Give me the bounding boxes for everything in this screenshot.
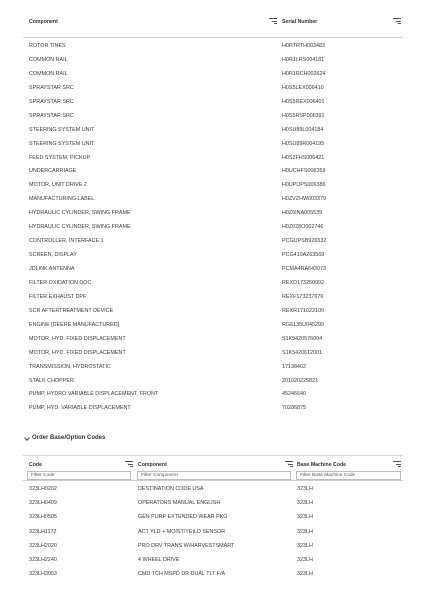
component-cell: FEED SYSTEM, PICKUP <box>29 154 91 161</box>
serial-number-cell: H0RTRTH003483 <box>282 43 325 49</box>
component-cell: HYDRAULIC CYLINDER, SWING FRAME <box>29 224 131 231</box>
filter-component-input[interactable]: Filter Component <box>137 471 291 480</box>
code-cell: 323LH2240 <box>29 556 57 563</box>
order-codes-table-body <box>23 482 403 581</box>
table-row <box>23 164 403 178</box>
table-row <box>23 53 403 67</box>
table-row <box>23 387 403 401</box>
component-cell: MOTOR, HYD. FIXED DISPLACEMENT <box>29 335 126 342</box>
base-machine-code-cell: 323LH <box>297 556 313 563</box>
component-cell: COMMON RAIL <box>29 70 68 77</box>
base-machine-code-cell: 323LH <box>297 542 313 549</box>
components-table-header <box>23 10 403 38</box>
components-table <box>23 10 403 412</box>
component-cell: CONTROLLER, INTERFACE 1 <box>29 238 104 245</box>
serial-number-cell: 17138402 <box>282 363 306 370</box>
component-cell: FILTER OXIDATION DOC <box>29 279 92 286</box>
table-row <box>23 220 403 234</box>
component-cell: 4 WHEEL DRIVE <box>138 556 180 563</box>
component-cell: SCR AFTERTREATMENT DEVICE <box>29 307 114 314</box>
table-row <box>23 401 403 415</box>
table-row <box>23 192 403 206</box>
component-cell: OPERATORS MANUAL ENGLISH <box>138 500 221 507</box>
serial-number-cell: H0S5LEX006410 <box>282 84 324 91</box>
serial-number-cell: S1K5420612001 <box>282 349 323 356</box>
serial-number-cell: PCG410A263569 <box>282 252 325 259</box>
table-row <box>23 39 403 53</box>
table-row <box>23 206 403 220</box>
serial-number-cell: 45246640 <box>282 391 306 398</box>
component-cell: MANUFACTURING LABEL <box>29 196 95 203</box>
serial-number-cell: H0UPUPS006386 <box>282 182 326 189</box>
serial-number-cell: 201020225821 <box>282 377 318 384</box>
serial-number-cell: S1K5420576004 <box>282 335 323 342</box>
code-cell: 323LH3063 <box>29 571 57 578</box>
code-cell: 323LH0202 <box>29 486 57 492</box>
filter-icon[interactable] <box>125 461 133 467</box>
table-row <box>23 567 403 581</box>
table-row <box>23 109 403 123</box>
table-row <box>23 374 403 388</box>
order-codes-table-header <box>23 456 403 481</box>
serial-number-cell: H0R1LRS004181 <box>282 56 325 63</box>
component-cell: SPRAYSTAR SRC <box>29 112 74 119</box>
table-row <box>23 178 403 192</box>
component-cell: SPRAYSTAR SRC <box>29 84 74 91</box>
chevron-down-icon <box>24 435 30 441</box>
filter-code-input[interactable]: Filter Code <box>27 471 131 480</box>
serial-number-cell: 70286875 <box>282 405 306 412</box>
table-row <box>23 123 403 137</box>
component-cell: DESTINATION CODE USA <box>138 486 204 492</box>
serial-number-cell: REXD173250992 <box>282 279 324 286</box>
component-cell: GEN PURP EXTENDED WEAR PKG <box>138 514 228 521</box>
serial-number-cell: PCGUPSB926532 <box>282 238 327 245</box>
table-row <box>23 539 403 553</box>
table-row <box>23 290 403 304</box>
component-cell: STEERING SYSTEM UNIT <box>29 126 95 133</box>
table-row <box>23 95 403 109</box>
order-codes-table <box>23 455 403 578</box>
table-row <box>23 262 403 276</box>
component-cell: MOTOR, UNIT DRIVE 2 <box>29 182 87 189</box>
serial-number-cell: REXF173237676 <box>282 293 324 300</box>
components-table-body <box>23 39 403 415</box>
column-header-component[interactable]: Component <box>29 19 58 25</box>
table-row <box>23 248 403 262</box>
table-row <box>23 234 403 248</box>
component-cell: CMD TCH MSPD DR DUAL TLT F/A <box>138 571 226 578</box>
component-cell: PUMP, HYD. VARIABLE DISPLACEMENT <box>29 405 131 412</box>
component-cell: HYDRAULIC CYLINDER, SWING FRAME <box>29 210 131 217</box>
component-cell: PRO DRV TRANS W/HARVESTSMART <box>138 542 235 549</box>
serial-number-cell: H0Z6INA005539 <box>282 210 323 217</box>
base-machine-code-cell: 323LH <box>297 528 313 535</box>
component-cell: PUMP, HYDRO VARIABLE DISPLACEMENT, FRONT <box>29 391 159 398</box>
column-header-base-machine-code[interactable]: Base Machine Code <box>297 462 347 468</box>
base-machine-code-cell: 323LH <box>297 514 313 521</box>
component-cell: STEERING SYSTEM UNIT <box>29 140 95 147</box>
table-row <box>23 304 403 318</box>
serial-number-cell: RG6135U045299 <box>282 321 324 328</box>
column-header-component[interactable]: Component <box>138 462 167 468</box>
component-cell: ROTOR TINES <box>29 43 66 49</box>
table-row <box>23 67 403 81</box>
component-cell: ENGINE [DEERE MANUFACTURED] <box>29 321 120 328</box>
table-row <box>23 482 403 496</box>
component-cell: MOTOR, HYD. FIXED DISPLACEMENT <box>29 349 126 356</box>
serial-number-cell: H0SU89L004184 <box>282 126 324 133</box>
base-machine-code-cell: 323LH <box>297 571 313 578</box>
table-row <box>23 525 403 539</box>
section-title: Order Base/Option Codes <box>32 435 106 441</box>
serial-number-cell: H0S5RSP006391 <box>282 112 325 119</box>
serial-number-cell: H0S5REX006401 <box>282 98 325 105</box>
serial-number-cell: H0Z628O002746 <box>282 224 324 231</box>
table-row <box>23 318 403 332</box>
serial-number-cell: H0ZVZHW003379 <box>282 196 327 203</box>
filter-icon[interactable] <box>393 18 401 24</box>
filter-icon[interactable] <box>285 461 293 467</box>
code-cell: 323LH0505 <box>29 514 57 521</box>
base-machine-code-cell: 323LH <box>297 500 313 507</box>
table-row <box>23 151 403 165</box>
serial-number-cell: H0SU89R004195 <box>282 140 325 147</box>
serial-number-cell: H0R1RCH002624 <box>282 70 326 77</box>
table-row <box>23 332 403 346</box>
component-cell: COMMON RAIL <box>29 56 68 63</box>
component-cell: FILTER EXHAUST DPF <box>29 293 87 300</box>
filter-icon[interactable] <box>269 18 277 24</box>
serial-number-cell: H0UCHFS006359 <box>282 168 326 175</box>
filter-icon[interactable] <box>393 461 401 467</box>
column-header-serial-number[interactable]: Serial Number <box>282 19 318 25</box>
base-machine-code-cell: 323LH <box>297 486 313 492</box>
serial-number-cell: PCMA4RA643073 <box>282 266 327 272</box>
component-cell: SCREEN, DISPLAY <box>29 252 77 259</box>
table-row <box>23 137 403 151</box>
component-cell: JDLINK ANTENNA <box>29 266 75 272</box>
table-row <box>23 276 403 290</box>
code-cell: 323LH2020 <box>29 542 57 549</box>
table-row <box>23 496 403 510</box>
component-cell: ACT YLD + MOIST/YEILD SENSOR <box>138 528 226 535</box>
component-cell: UNDERCARRIAGE <box>29 168 77 175</box>
serial-number-cell: H0S2FHS006421 <box>282 154 325 161</box>
table-row <box>23 360 403 374</box>
component-cell: SPRAYSTAR SRC <box>29 98 74 105</box>
component-cell: TRANSMISSION, HYDROSTATIC <box>29 363 111 370</box>
table-row <box>23 81 403 95</box>
table-row <box>23 346 403 360</box>
column-header-code[interactable]: Code <box>29 462 42 468</box>
code-cell: 323LH1172 <box>29 528 57 535</box>
serial-number-cell: REXR171022100 <box>282 307 324 314</box>
table-row <box>23 553 403 567</box>
component-cell: STALK CHOPPER <box>29 377 74 384</box>
code-cell: 323LH0409 <box>29 500 57 507</box>
filter-base-machine-code-input[interactable]: Filter Base Machine Code <box>296 471 401 480</box>
table-row <box>23 510 403 524</box>
